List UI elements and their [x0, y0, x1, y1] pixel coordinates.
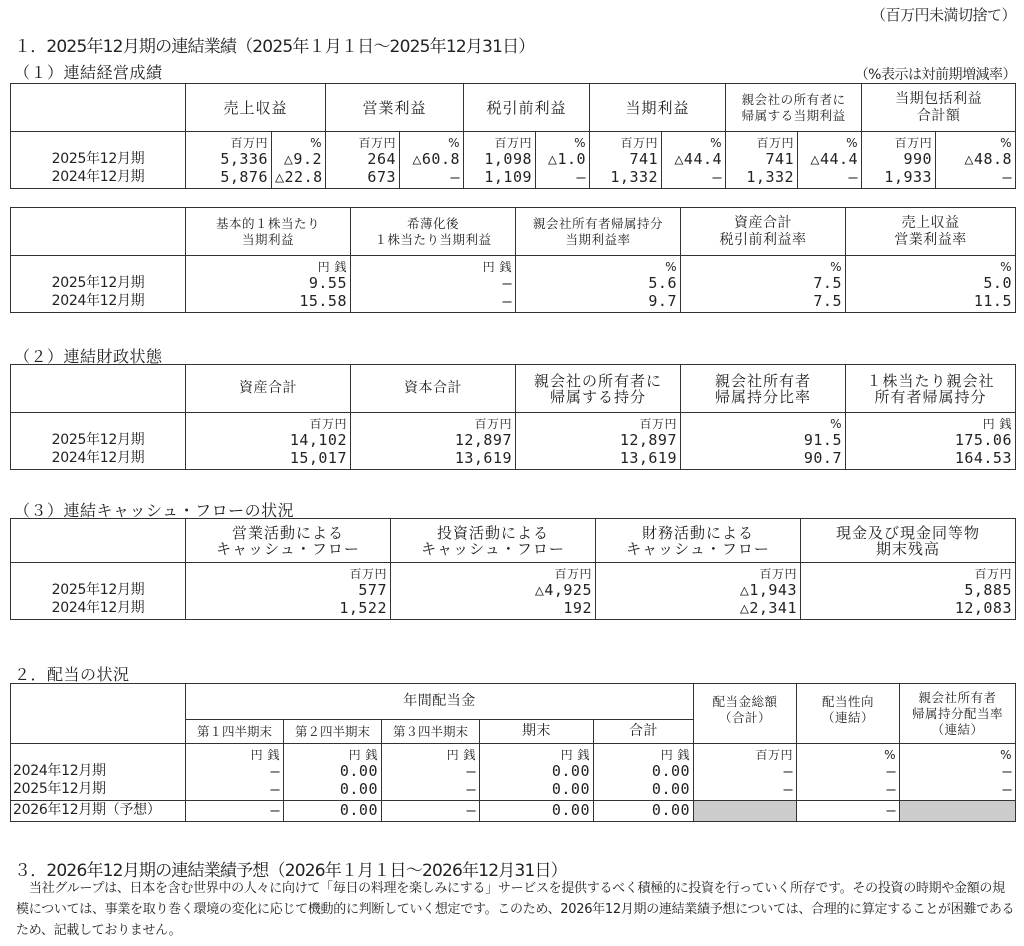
header-roe: 親会社所有者帰属持分 当期利益率	[516, 208, 681, 256]
section1-title: １．2025年12月期の連結業績（2025年１月１日～2025年12月31日）	[14, 37, 535, 57]
header-total-dividend: 配当金総額 （合計）	[694, 684, 797, 744]
forecast-year-end: 0.00	[480, 801, 594, 822]
header-q3: 第３四半期末	[382, 720, 480, 744]
forecast-paragraph	[16, 878, 1015, 941]
q2-values: 円 銭 0.00 0.00	[284, 744, 382, 801]
header-owners-profit: 親会社の所有者に 帰属する当期利益	[726, 84, 862, 132]
operating-profit-change: % △60.8 —	[400, 132, 464, 189]
header-total-equity: 資本合計	[351, 365, 516, 413]
cash-flow-title: （３）連結キャッシュ・フローの状況	[14, 501, 295, 520]
header-investing-cf: 投資活動による キャッシュ・フロー	[391, 519, 596, 563]
forecast-total: 0.00	[594, 801, 694, 822]
diluted-eps-values: 円 銭 — —	[351, 256, 516, 313]
comprehensive-income-values: 百万円 990 1,933	[862, 132, 936, 189]
total-values: 円 銭 0.00 0.00	[594, 744, 694, 801]
rounding-note: （百万円未満切捨て）	[870, 6, 1016, 24]
header-bps: １株当たり親会社 所有者帰属持分	[846, 365, 1016, 413]
row-labels: 2025年12月期 2024年12月期	[11, 563, 186, 620]
header-doe: 親会社所有者 帰属持分配当率 （連結）	[900, 684, 1016, 744]
total-assets-values: 百万円 14,102 15,017	[186, 413, 351, 470]
forecast-q1: —	[186, 801, 284, 822]
roa-values: % 7.5 7.5	[681, 256, 846, 313]
cash-balance-values: 百万円 5,885 12,083	[801, 563, 1016, 620]
header-blank	[11, 208, 186, 256]
financial-position-table	[10, 364, 1016, 470]
per-share-ratios-table	[10, 207, 1016, 313]
basic-eps-values: 円 銭 9.55 15.58	[186, 256, 351, 313]
header-financing-cf: 財務活動による キャッシュ・フロー	[596, 519, 801, 563]
forecast-q3: —	[382, 801, 480, 822]
investing-cf-values: 百万円 △4,925 192	[391, 563, 596, 620]
header-operating-cf: 営業活動による キャッシュ・フロー	[186, 519, 391, 563]
forecast-row	[11, 801, 1016, 822]
cash-flow-table	[10, 518, 1016, 620]
forecast-paragraph-text: 当社グループは、日本を含む世界中の人々に向けて「毎日の料理を楽しみにする」サービスを提供するべく積極的に投資を行っていく所存です。その投資の時期や金額の規模については、事業を取り巻く環境の変化に応じて機動的に判断していく想定です。このため、2026年12月期の連結業績予想については、合理的に算定することが困難であるため、記載しておりません。	[16, 881, 1015, 938]
header-year-end: 期末	[480, 720, 594, 744]
header-blank	[11, 519, 186, 563]
owners-equity-values: 百万円 12,897 13,619	[516, 413, 681, 470]
header-blank	[11, 684, 186, 744]
year-end-values: 円 銭 0.00 0.00	[480, 744, 594, 801]
q3-values: 円 銭 — —	[382, 744, 480, 801]
comprehensive-income-change: % △48.8 —	[936, 132, 1016, 189]
forecast-total-dividend-shaded	[694, 801, 797, 822]
forecast-doe-shaded	[900, 801, 1016, 822]
operating-cf-values: 百万円 577 1,522	[186, 563, 391, 620]
header-q1: 第１四半期末	[186, 720, 284, 744]
row-labels: 2025年12月期 2024年12月期	[11, 132, 186, 189]
row-labels: 2024年12月期 2025年12月期	[11, 744, 186, 801]
header-net-profit: 当期利益	[590, 84, 726, 132]
owners-profit-change: % △44.4 —	[798, 132, 862, 189]
header-operating-profit: 営業利益	[326, 84, 464, 132]
total-equity-values: 百万円 12,897 13,619	[351, 413, 516, 470]
pretax-profit-values: 百万円 1,098 1,109	[464, 132, 536, 189]
revenue-values: 百万円 5,336 5,876	[186, 132, 272, 189]
operating-results-table	[10, 83, 1016, 189]
equity-ratio-values: % 91.5 90.7	[681, 413, 846, 470]
revenue-change: % △9.2 △22.8	[272, 132, 326, 189]
row-labels: 2025年12月期 2024年12月期	[11, 413, 186, 470]
row-labels: 2025年12月期 2024年12月期	[11, 256, 186, 313]
operating-results-title: （１）連結経営成績	[14, 63, 163, 82]
header-cash-balance: 現金及び現金同等物 期末残高	[801, 519, 1016, 563]
dividends-title: ２．配当の状況	[14, 665, 130, 684]
header-total-assets: 資産合計	[186, 365, 351, 413]
header-blank	[11, 84, 186, 132]
bps-values: 円 銭 175.06 164.53	[846, 413, 1016, 470]
header-payout-ratio: 配当性向 （連結）	[797, 684, 900, 744]
header-q2: 第２四半期末	[284, 720, 382, 744]
q1-values: 円 銭 — —	[186, 744, 284, 801]
pretax-profit-change: % △1.0 —	[536, 132, 590, 189]
header-roa: 資産合計 税引前利益率	[681, 208, 846, 256]
operating-margin-values: % 5.0 11.5	[846, 256, 1016, 313]
header-operating-margin: 売上収益 営業利益率	[846, 208, 1016, 256]
financing-cf-values: 百万円 △1,943 △2,341	[596, 563, 801, 620]
percent-note: （%表示は対前期増減率）	[854, 67, 1016, 83]
header-blank	[11, 365, 186, 413]
header-revenue: 売上収益	[186, 84, 326, 132]
dividends-table	[10, 683, 1016, 822]
total-dividend-values: 百万円 — —	[694, 744, 797, 801]
forecast-q2: 0.00	[284, 801, 382, 822]
header-comprehensive-income: 当期包括利益 合計額	[862, 84, 1016, 132]
header-equity-ratio: 親会社所有者 帰属持分比率	[681, 365, 846, 413]
financial-position-title: （２）連結財政状態	[14, 347, 163, 366]
net-profit-values: 百万円 741 1,332	[590, 132, 662, 189]
owners-profit-values: 百万円 741 1,332	[726, 132, 798, 189]
forecast-payout-ratio: —	[797, 801, 900, 822]
header-annual-dividend: 年間配当金	[186, 684, 694, 720]
header-basic-eps: 基本的１株当たり 当期利益	[186, 208, 351, 256]
section3-title: ３．2026年12月期の連結業績予想（2026年１月１日～2026年12月31日）	[14, 861, 567, 881]
net-profit-change: % △44.4 —	[662, 132, 726, 189]
header-total: 合計	[594, 720, 694, 744]
header-diluted-eps: 希薄化後 １株当たり当期利益	[351, 208, 516, 256]
doe-values: % — —	[900, 744, 1016, 801]
forecast-label: 2026年12月期（予想）	[11, 801, 186, 822]
payout-ratio-values: % — —	[797, 744, 900, 801]
header-owners-equity: 親会社の所有者に 帰属する持分	[516, 365, 681, 413]
operating-profit-values: 百万円 264 673	[326, 132, 400, 189]
header-pretax-profit: 税引前利益	[464, 84, 590, 132]
roe-values: % 5.6 9.7	[516, 256, 681, 313]
